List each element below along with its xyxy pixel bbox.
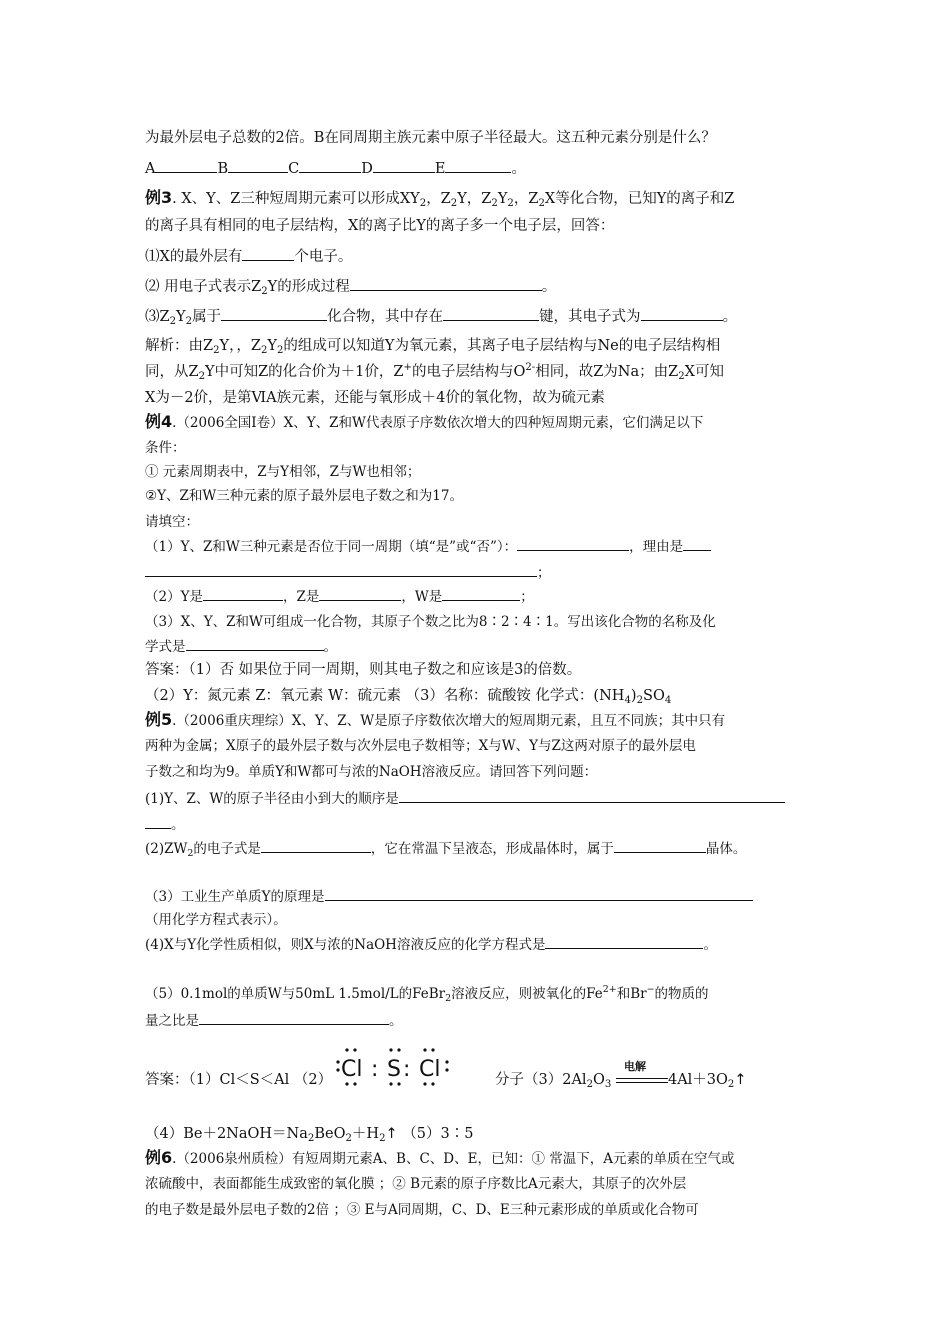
text: （5）3∶5: [397, 1126, 474, 1142]
text: ⑴X的最外层有: [145, 249, 243, 265]
answer-blanks-line: [145, 158, 526, 179]
text: ① 元素周期表中，Z与Y相邻，Z与W也相邻；: [145, 464, 421, 480]
text: BeO: [314, 1126, 346, 1142]
text: 答案：（1）Cl＜S＜Al （2）: [145, 1072, 333, 1088]
text: ，理由是: [629, 539, 684, 555]
text: Y: [176, 309, 186, 325]
subscript: 2: [450, 198, 458, 209]
text-line: [145, 612, 716, 632]
text: .（2006泉州质检）有短周期元素A、B、C、D、E，已知：① 常温下，A元素的单质在空气或: [172, 1151, 735, 1167]
blank: [614, 838, 706, 853]
text: 分子（3）2Al: [495, 1072, 587, 1088]
text: （2）Y：氮元素 Z：氧元素 W：硫元素 （3）名称：硫酸铵 化学式：(NH: [145, 688, 625, 704]
subscript: 2: [345, 1133, 352, 1144]
blank: [350, 276, 542, 291]
text: 晶体。: [705, 841, 747, 857]
text-line: [145, 128, 716, 148]
text: 。: [171, 817, 185, 833]
blank: [199, 1010, 389, 1025]
text: （用化学方程式表示）。: [145, 912, 287, 928]
blank: [683, 536, 711, 551]
text: ；: [537, 565, 551, 581]
text: 。: [511, 161, 526, 177]
text: Y的形成过程: [267, 279, 350, 295]
blank: [228, 158, 288, 173]
superscript: 2-: [525, 362, 536, 373]
text: 。: [389, 1013, 403, 1029]
text: 和Br: [616, 986, 647, 1002]
question-line: [145, 562, 551, 583]
subscript: 2: [261, 286, 268, 297]
subscript: 2: [445, 993, 452, 1004]
text: X为－2价，是第ⅥA族元素，还能与氧形成＋4价的氧化物，故为硫元素: [145, 390, 605, 406]
text-line: [145, 438, 186, 458]
text: 的电子层结构与O: [411, 364, 526, 380]
text: 的电子式是: [193, 841, 261, 857]
text: 相同，故Z为Na；由Z: [535, 364, 679, 380]
text: 属于: [192, 309, 222, 325]
text: （3）X、Y、Z和W可组成一化合物，其原子个数之比为8∶2∶4∶1。写出该化合物的名称及化: [145, 614, 716, 630]
label-e: E: [434, 161, 446, 177]
question-line: [145, 276, 556, 297]
example-label: 例3: [145, 188, 173, 207]
text: .（2006重庆理综）X、Y、Z、W是原子序数依次增大的短周期元素，且互不同族；其中只有: [172, 713, 726, 729]
electrolysis-equation: [495, 1060, 747, 1090]
text-line: [145, 762, 597, 782]
text: ②Y、Z和W三种元素的原子最外层电子数之和为17。: [145, 488, 463, 504]
subscript: 2: [678, 371, 685, 382]
text: （3）工业生产单质Y的原理是: [145, 889, 325, 905]
subscript: 2: [727, 1079, 735, 1090]
blank: [221, 306, 327, 321]
subscript: 2: [307, 1133, 315, 1144]
blank: [145, 814, 171, 829]
text: 个电子。: [294, 249, 353, 265]
answer-line: [145, 1124, 473, 1144]
subscript: 2: [636, 695, 644, 706]
text: ⑵ 用电子式表示Z: [145, 279, 262, 295]
text: 4Al＋3O: [667, 1072, 728, 1088]
question-line: [145, 246, 352, 267]
lewis-colon: :: [371, 1057, 379, 1082]
electrolysis-arrow: [616, 1060, 668, 1090]
text: Y: [267, 338, 277, 354]
blank: [261, 838, 371, 853]
text: O: [593, 1072, 605, 1088]
subscript: 2: [586, 1079, 594, 1090]
lewis-s: S: [387, 1057, 401, 1082]
subscript: 4: [624, 695, 631, 706]
text: 键，其电子式为: [539, 309, 641, 325]
text-line: [145, 486, 463, 506]
text: （2）Y是: [145, 589, 204, 605]
text: 化合物，其中存在: [327, 309, 444, 325]
question-line: [145, 838, 746, 859]
text: ＋H: [351, 1126, 380, 1142]
text: （4）Be＋2NaOH＝Na: [145, 1126, 308, 1142]
analysis-line: [145, 336, 720, 356]
subscript: 2: [379, 1133, 386, 1144]
text: ): [630, 688, 637, 704]
gas-arrow-icon: ↑: [734, 1072, 747, 1088]
subscript: 2: [260, 345, 268, 356]
example-6-heading: [145, 1148, 735, 1169]
text: 。: [323, 639, 337, 655]
example-label: 例6: [145, 1148, 173, 1167]
text: 请填空：: [145, 514, 199, 530]
blank: [443, 306, 539, 321]
text-line: [145, 1174, 686, 1194]
question-line: [145, 814, 185, 835]
text: 溶液反应，则被氧化的Fe: [451, 986, 603, 1002]
blank: [373, 158, 435, 173]
lewis-structure-scl2: [335, 1040, 480, 1100]
text: Y，Z: [457, 191, 492, 207]
blank: [641, 306, 723, 321]
text: ，W是: [401, 589, 443, 605]
text: 的电子数是最外层电子数的2倍 ；③ E与A同周期，C、D、E三种元素形成的单质或化合物可: [145, 1202, 699, 1218]
text: 答案：（1）否 如果位于同一周期，则其电子数之和应该是3的倍数。: [145, 662, 582, 678]
text: ，Z是: [283, 589, 320, 605]
text: (2)ZW: [145, 841, 188, 857]
text-line: [145, 736, 696, 756]
example-4-heading: [145, 412, 703, 433]
blank: [155, 158, 217, 173]
text: 两种为金属；X原子的最外层子数与次外层电子数相等；X与W、Y与Z这两对原子的最外层电: [145, 738, 696, 754]
text: ⑶Z: [145, 309, 170, 325]
example-5-heading: [145, 710, 725, 731]
blank: [445, 158, 511, 173]
superscript: +: [403, 362, 412, 373]
text: .（2006全国Ⅰ卷）X、Y、Z和W代表原子序数依次增大的四种短周期元素，它们满足以下: [172, 415, 704, 431]
answer-line: [145, 660, 581, 680]
text: SO: [643, 688, 665, 704]
text-line: [145, 1200, 699, 1220]
example-label: 例5: [145, 710, 173, 729]
text: ，Z: [426, 191, 451, 207]
text: 的离子具有相同的电子层结构，X的离子比Y的离子多一个电子层，回答：: [145, 218, 615, 234]
text: Y: [497, 191, 508, 207]
text: 。: [722, 309, 738, 325]
subscript: 2: [419, 198, 427, 209]
text: 。: [541, 279, 557, 295]
text: 浓硫酸中，表面都能生成致密的氧化膜 ；② B元素的原子序数比A元素大，其原子的次外层: [145, 1176, 687, 1192]
blank: [517, 536, 629, 551]
text: Y中可知Z的化合价为＋1价，Z: [205, 364, 404, 380]
text: 为最外层电子总数的2倍。B在同周期主族元素中原子半径最大。这五种元素分别是什么？: [145, 130, 716, 146]
analysis-line: [145, 362, 724, 382]
text-line: [145, 216, 614, 236]
text: （5）0.1mol的单质W与50mL 1.5mol/L的FeBr: [145, 986, 446, 1002]
blank: [399, 788, 785, 803]
subscript: 2: [276, 345, 284, 356]
question-line: [145, 886, 753, 907]
superscript: 2+: [602, 984, 617, 995]
lewis-colon: :: [403, 1057, 411, 1082]
text: （1）Y、Z和W三种元素是否位于同一周期（填“是”或“否”）：: [145, 539, 518, 555]
answer-line: [145, 1070, 332, 1090]
text-line: [145, 512, 199, 532]
subscript: 3: [604, 1079, 612, 1090]
question-line: [145, 934, 717, 955]
text: ，它在常温下呈液态，形成晶体时，属于: [370, 841, 614, 857]
subscript: 2: [185, 316, 193, 327]
label-c: C: [288, 161, 300, 177]
text: X可知: [684, 364, 724, 380]
subscript: 2: [507, 198, 514, 209]
text-line: [145, 910, 287, 930]
blank: [299, 158, 361, 173]
subscript: 2: [491, 198, 498, 209]
text: 学式是: [145, 639, 186, 655]
text-line: [145, 462, 420, 482]
subscript: 2: [169, 316, 177, 327]
blank: [319, 586, 401, 601]
text: X等化合物，已知Y的离子和Z: [544, 191, 735, 207]
gas-arrow-icon: ↑: [385, 1126, 398, 1142]
blank: [203, 586, 283, 601]
text: 的物质的: [654, 986, 709, 1002]
subscript: 2: [187, 848, 194, 859]
text: 的组成可以知道Y为氧元素，其离子电子层结构与Ne的电子层结构相: [283, 338, 721, 354]
question-line: [145, 788, 785, 809]
text: 同，从Z: [145, 364, 199, 380]
subscript: 2: [538, 198, 545, 209]
text: 量之比是: [145, 1013, 199, 1029]
superscript: −: [646, 984, 655, 995]
electrolysis-label: 电解: [623, 1060, 646, 1073]
answer-line: [145, 686, 671, 706]
lewis-cl-left: Cl: [341, 1057, 363, 1082]
text: 。: [703, 937, 717, 953]
question-line: [145, 984, 709, 1004]
text: 解析：由Z: [145, 338, 214, 354]
text: (1)Y、Z、W的原子半径由小到大的顺序是: [145, 791, 399, 807]
label-a: A: [145, 161, 156, 177]
blank: [145, 562, 537, 577]
text: ，Z: [513, 191, 539, 207]
text: 子数之和均为9。单质Y和W都可与浓的NaOH溶液反应。请回答下列问题：: [145, 764, 598, 780]
question-line: [145, 306, 737, 327]
label-b: B: [217, 161, 229, 177]
text: ；: [520, 589, 534, 605]
blank: [242, 246, 294, 261]
blank: [442, 586, 520, 601]
analysis-line: [145, 388, 605, 408]
question-line: [145, 1010, 403, 1031]
example-label: 例4: [145, 412, 173, 431]
label-d: D: [361, 161, 373, 177]
question-line: [145, 636, 337, 657]
blank: [186, 636, 324, 651]
example-3-heading: [145, 188, 734, 209]
subscript: 2: [213, 345, 220, 356]
text: . X、Y、Z三种短周期元素可以形成XY: [172, 191, 420, 207]
subscript: 2: [198, 371, 206, 382]
blank: [545, 934, 703, 949]
lewis-cl-right: Cl: [419, 1057, 441, 1082]
blank: [325, 886, 753, 901]
subscript: 4: [664, 695, 672, 706]
question-line: [145, 536, 711, 557]
text: 条件：: [145, 440, 186, 456]
text: Y，，Z: [219, 338, 261, 354]
text: (4)X与Y化学性质相似，则X与浓的NaOH溶液反应的化学方程式是: [145, 937, 546, 953]
question-line: [145, 586, 534, 607]
